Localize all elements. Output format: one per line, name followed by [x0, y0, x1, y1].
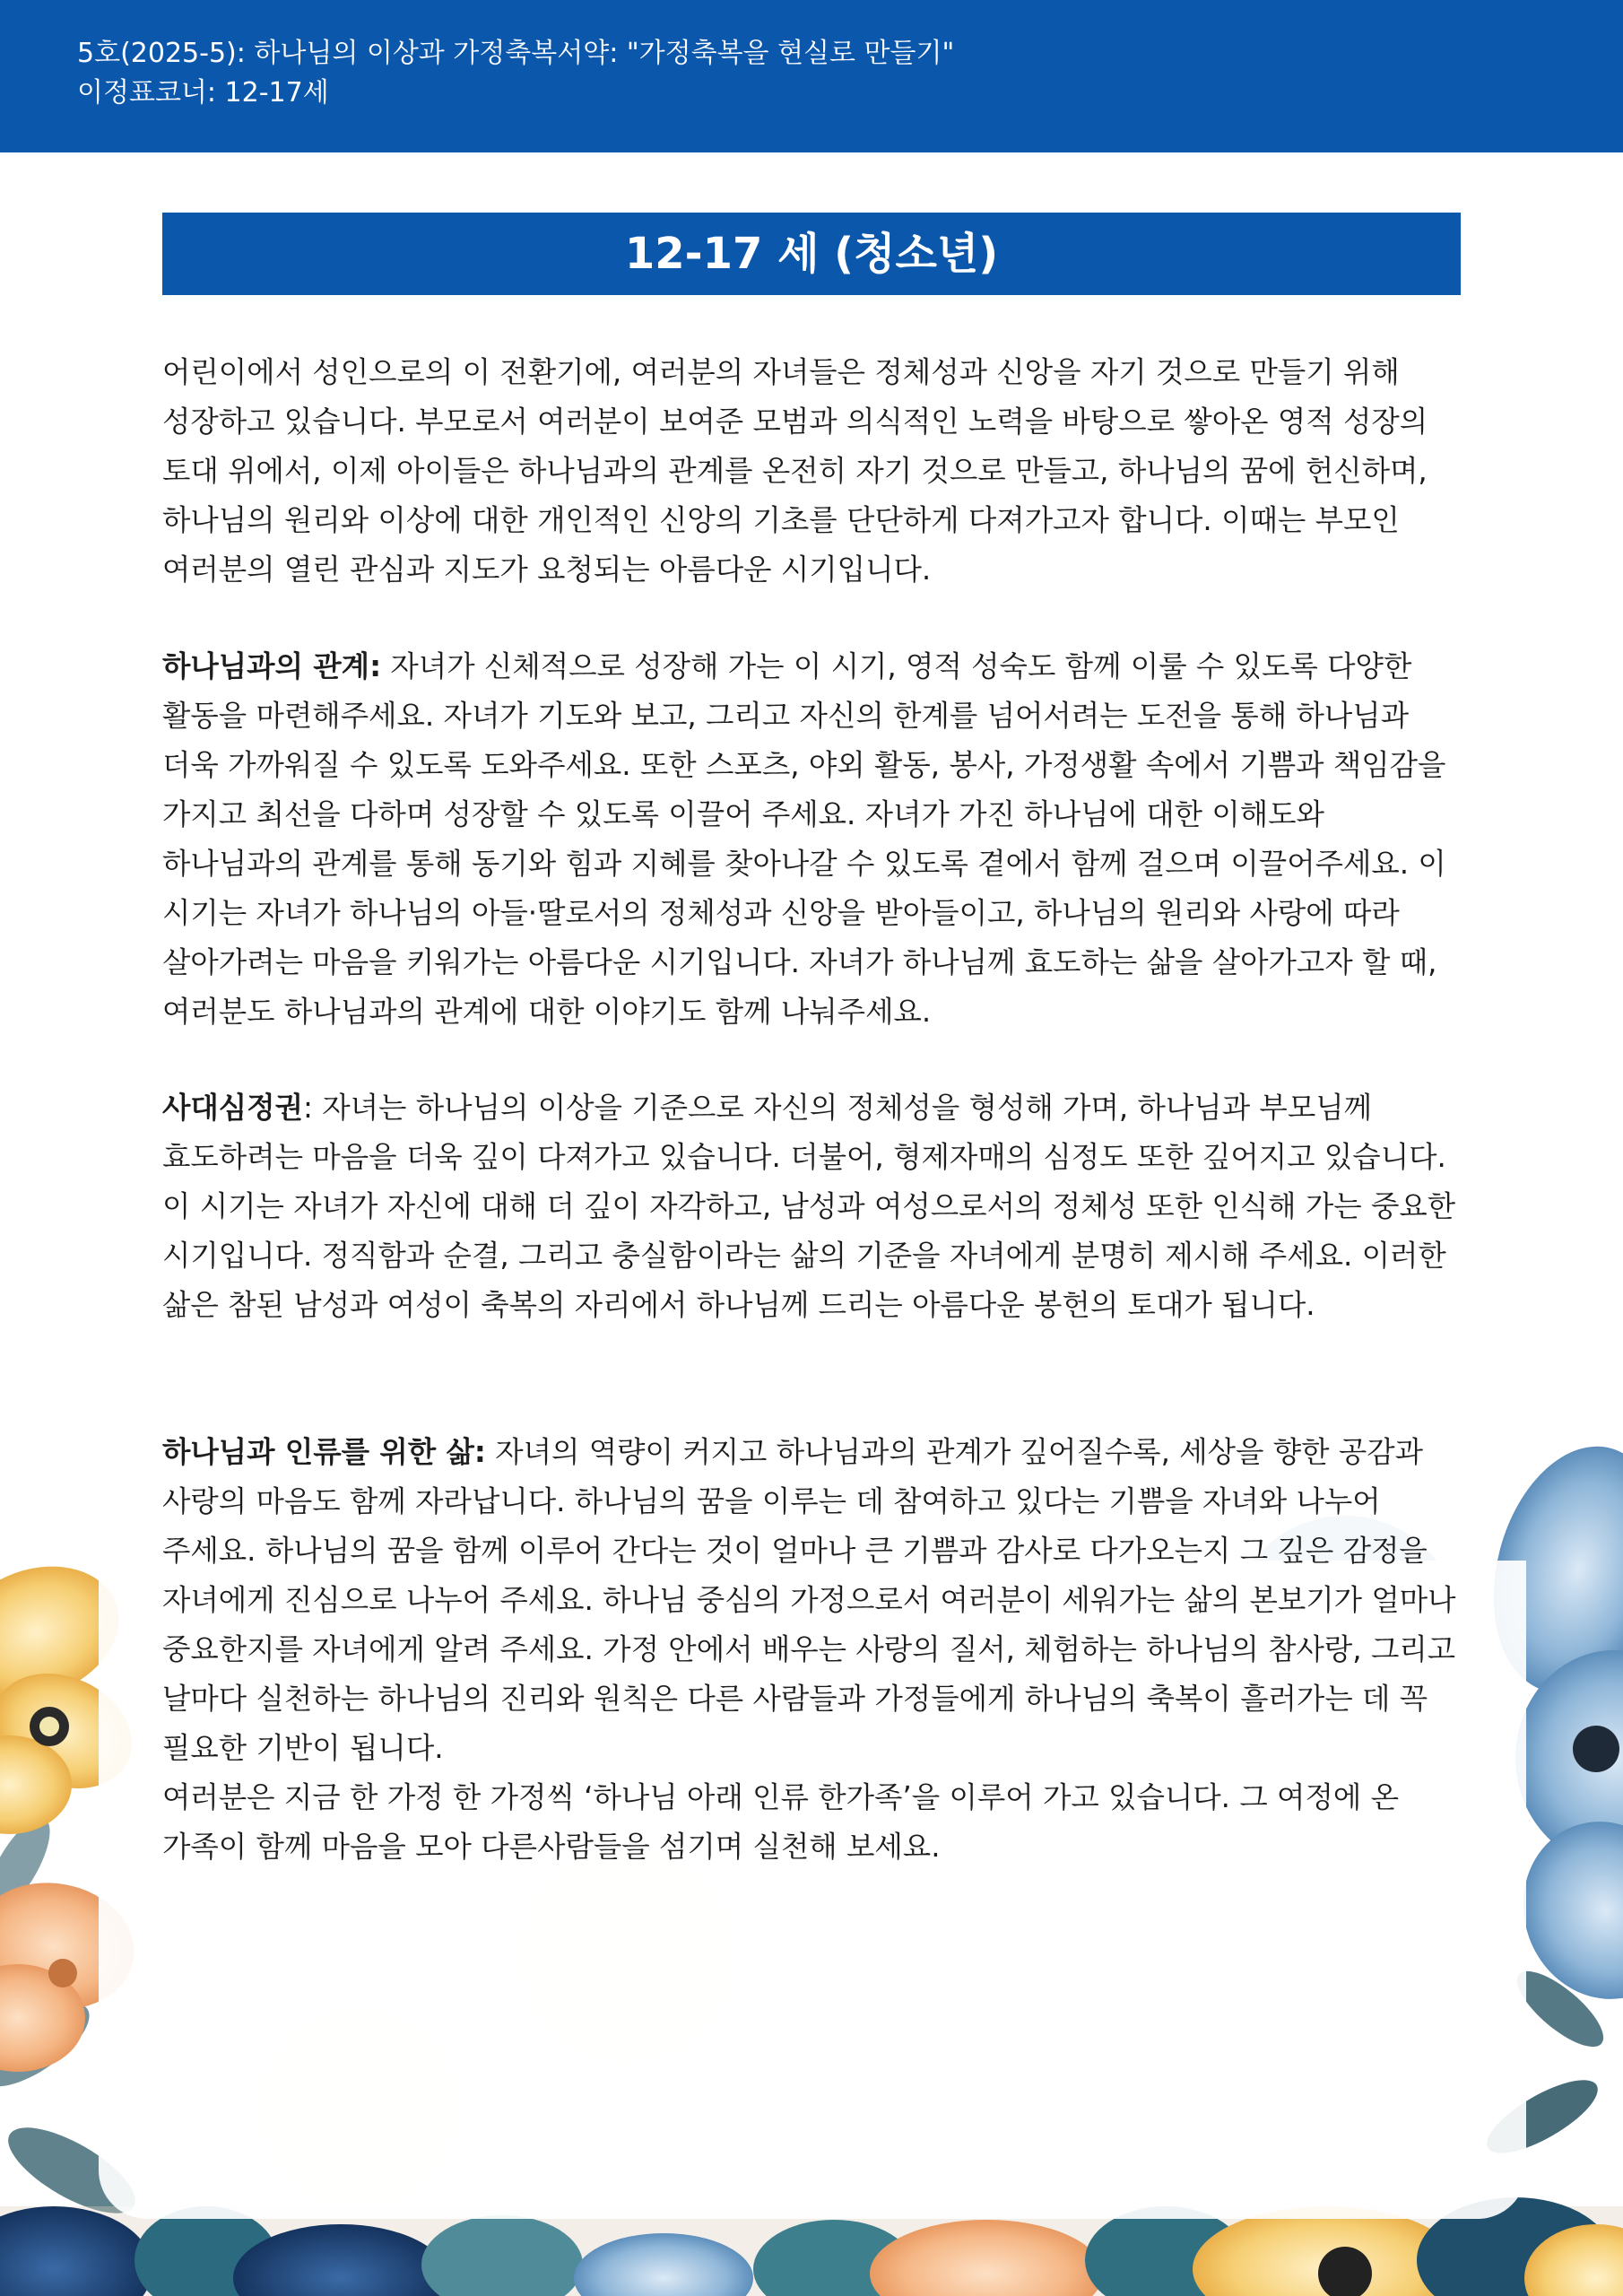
relationship-with-god-paragraph: [162, 642, 1461, 1037]
milestone-corner-label: 이정표코너: 12-17세: [77, 77, 329, 109]
intro-paragraph: 어린이에서 성인으로의 이 전환기에, 여러분의 자녀들은 정체성과 신앙을 자기 것으로 만들기 위해 성장하고 있습니다. 부모로서 여러분이 보여준 모범과 의식적인 노력을 바탕으로 쌓아온 영적 성장의 토대 위에서, 이제 아이들은 하나님과의 관계를 온전히 자기 것으로 만들고, 하나님의 꿈에 헌신하며, 하나님의 원리와 이상에 대한 개인적인 신앙의 기초를 단단하게 다져가고자 합니다. 이때는 부모인 여러분의 열린 관심과 지도가 요청되는 아름다운 시기입니다.: [162, 355, 1428, 587]
life-for-god-and-humanity-text: 자녀의 역량이 커지고 하나님과의 관계가 깊어질수록, 세상을 향한 공감과 사랑의 마음도 함께 자라납니다. 하나님의 꿈을 이루는 데 참여하고 있다는 기쁨을 자녀와 나누어 주세요. 하나님의 꿈을 함께 이루어 간다는 것이 얼마나 큰 기쁨과 감사로 다가오는지 그 깊은 감정을 자녀에게 진심으로 나누어 주세요. 하나님 중심의 가정으로서 여러분이 세워가는 삶의 본보기가 얼마나 중요한지를 자녀에게 알려 주세요. 가정 안에서 배우는 사랑의 질서, 체험하는 하나님의 참사랑, 그리고 날마다 실천하는 하나님의 진리와 원칙은 다른 사람들과 가정들에게 하나님의 축복이 흘러가는 데 꼭 필요한 기반이 됩니다.: [162, 1435, 1456, 1765]
closing-paragraph: 여러분은 지금 한 가정 한 가정씩 ‘하나님 아래 인류 한가족’을 이루어 가고 있습니다. 그 여정에 온 가족이 함께 마음을 모아 다른사람들을 섬기며 실천해 보세요.: [162, 1780, 1399, 1864]
top-banner: [0, 0, 1623, 152]
relationship-with-god-label: 하나님과의 관계:: [162, 649, 382, 683]
life-for-god-and-humanity-paragraph: [162, 1428, 1461, 1773]
relationship-with-god-text: 자녀가 신체적으로 성장해 가는 이 시기, 영적 성숙도 함께 이룰 수 있도록 다양한 활동을 마련해주세요. 자녀가 기도와 보고, 그리고 자신의 한계를 넘어서려는 도전을 통해 하나님과 더욱 가까워질 수 있도록 도와주세요. 또한 스포츠, 야외 활동, 봉사, 가정생활 속에서 기쁨과 책임감을 가지고 최선을 다하며 성장할 수 있도록 이끌어 주세요. 자녀가 가진 하나님에 대한 이해도와 하나님과의 관계를 통해 동기와 힘과 지혜를 찾아나갈 수 있도록 곁에서 함께 걸으며 이끌어주세요. 이 시기는 자녀가 하나님의 아들·딸로서의 정체성과 신앙을 받아들이고, 하나님의 원리와 사랑에 따라 살아가려는 마음을 키워가는 아름다운 시기입니다. 자녀가 하나님께 효도하는 삶을 살아가고자 할 때, 여러분도 하나님과의 관계에 대한 이야기도 함께 나눠주세요.: [162, 649, 1446, 1029]
four-realms-of-heart-label: 사대심정권: [162, 1091, 303, 1125]
four-realms-of-heart-text: : 자녀는 하나님의 이상을 기준으로 자신의 정체성을 형성해 가며, 하나님과 부모님께 효도하려는 마음을 더욱 깊이 다져가고 있습니다. 더불어, 형제자매의 심정도 또한 깊어지고 있습니다. 이 시기는 자녀가 자신에 대해 더 깊이 자각하고, 남성과 여성으로서의 정체성 또한 인식해 가는 중요한 시기입니다. 정직함과 순결, 그리고 충실함이라는 삶의 기준을 자녀에게 분명히 제시해 주세요. 이러한 삶은 참된 남성과 여성이 축복의 자리에서 하나님께 드리는 아름다운 봉헌의 토대가 됩니다.: [162, 1091, 1456, 1322]
life-for-god-and-humanity-label: 하나님과 인류를 위한 삶:: [162, 1435, 486, 1469]
issue-title: 5호(2025-5): 하나님의 이상과 가정축복서약: "가정축복을 현실로 만들기": [77, 38, 955, 69]
age-section-heading: 12-17 세 (청소년): [162, 213, 1461, 295]
four-realms-of-heart-paragraph: [162, 1083, 1461, 1330]
